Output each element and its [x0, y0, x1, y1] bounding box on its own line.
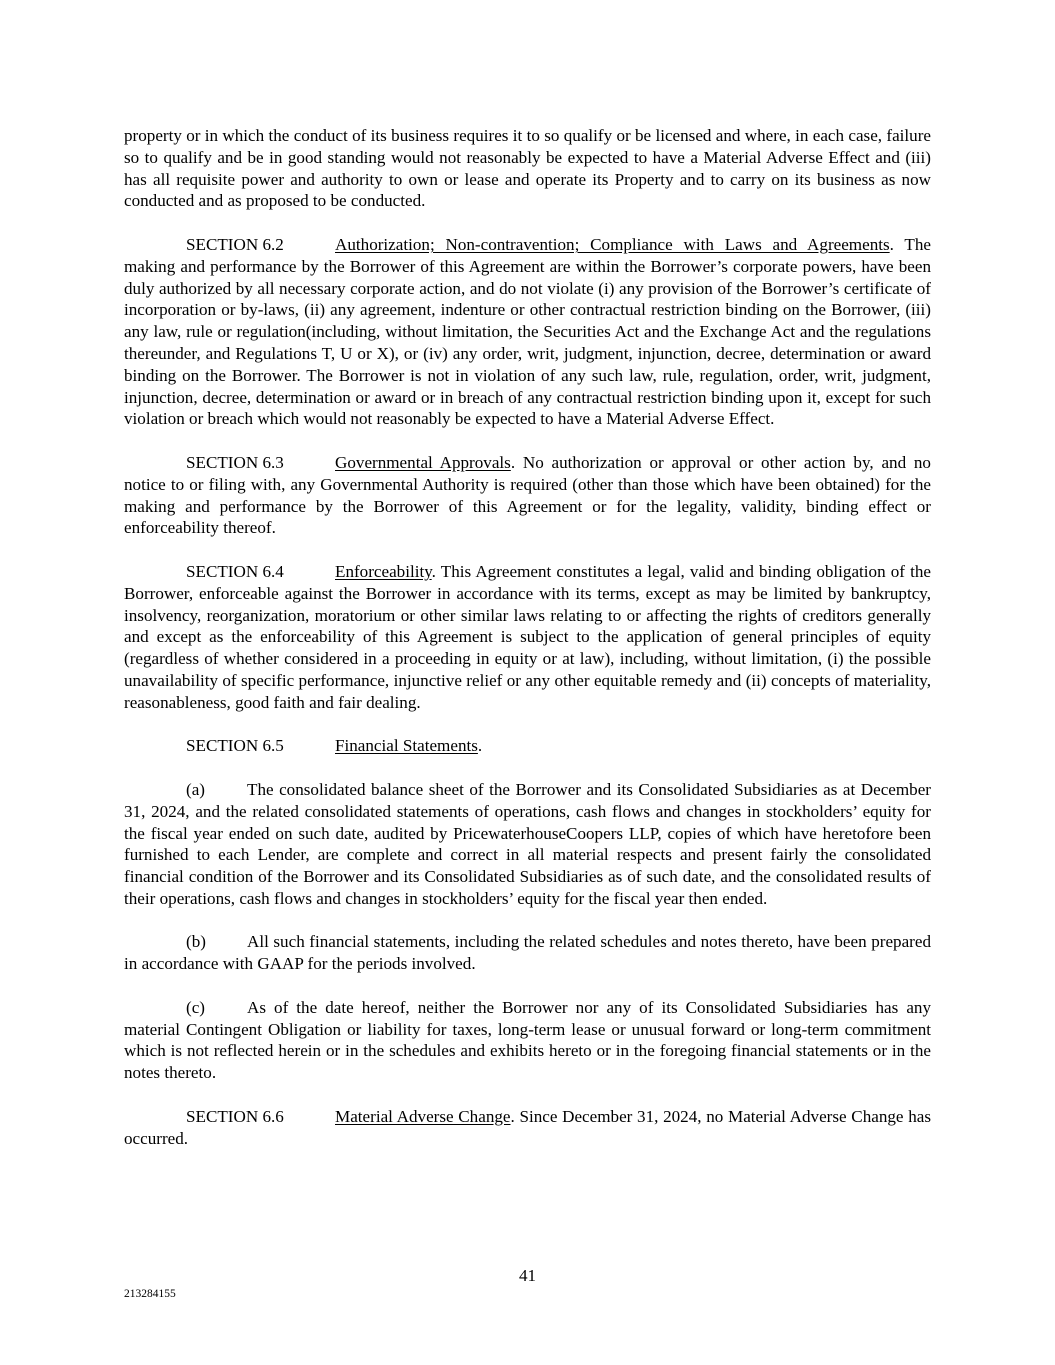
subsection-text: The consolidated balance sheet of the Borrower and its Consolidated Subsidiaries as at December 31, 2024, and the related consolidated statements of operations, cash flows and changes in stockholders’ equity for the fiscal year ended on such date, audited by PricewaterhouseCoopers LLP, copies of which have heretofore been furnished to each Lender, are complete and correct in all material respects and present fairly the consolidated financial condition of the Borrower and its Consolidated Subsidiaries as of such date, and the consolidated results of their operations, cash flows and changes in stockholders’ equity for the fiscal year then ended. — [124, 779, 931, 908]
document-id: 213284155 — [124, 1288, 176, 1300]
section-title: Enforceability — [335, 561, 432, 581]
section-6-5 — [124, 735, 931, 757]
section-body: This Agreement constitutes a legal, valid and binding obligation of the Borrower, enforceable against the Borrower in accordance with its terms, except as may be limited by bankruptcy, insolvency, reorganization, moratorium or other similar laws relating to or affecting the rights of creditors generally and except as the enforceability of this Agreement is subject to the application of general principles of equity (regardless of whether considered in a proceeding in equity or at law), including, without limitation, (i) the possible unavailability of specific performance, injunctive relief or any other equitable remedy and (ii) concepts of materiality, reasonableness, good faith and fair dealing. — [124, 561, 931, 712]
section-title: Governmental Approvals — [335, 452, 511, 472]
section-6-4 — [124, 561, 931, 714]
continuation-paragraph: property or in which the conduct of its business requires it to so qualify or be licensed and where, in each case, failure so to qualify and be in good standing would not reasonably be expected to have a Material Adverse Effect and (iii) has all requisite power and authority to own or lease and operate its Property and to carry on its business as now conducted and as proposed to be conducted. — [124, 126, 931, 211]
subsection-label: (b) — [186, 932, 206, 952]
subsection-text: All such financial statements, including the related schedules and notes thereto, have been prepared in accordance with GAAP for the periods involved. — [124, 932, 931, 974]
subsection-label: (a) — [186, 779, 205, 799]
document-page — [124, 125, 931, 1171]
subsection-c — [124, 997, 931, 1084]
section-number: SECTION 6.4 — [186, 561, 284, 581]
subsection-text: As of the date hereof, neither the Borrower nor any of its Consolidated Subsidiaries has any material Contingent Obligation or liability for taxes, long-term lease or unusual forward or long-term commitment which is not reflected herein or in the schedules and exhibits hereto or in the foregoing financial statements or in the notes thereto. — [124, 997, 931, 1083]
page-number: 41 — [518, 1266, 537, 1285]
subsection-a — [124, 779, 931, 910]
section-title: Authorization; Non-contravention; Compliance with Laws and Agreements — [335, 234, 890, 254]
section-title-punct: . — [431, 561, 436, 581]
section-number: SECTION 6.5 — [186, 736, 284, 756]
section-title-punct: . — [477, 736, 483, 756]
section-number: SECTION 6.6 — [186, 1106, 284, 1126]
section-body: The making and performance by the Borrower of this Agreement are within the Borrower’s corporate powers, have been duly authorized by all necessary corporate action, and do not violate (i) any provision of the Borrower’s certificate of incorporation or by-laws, (ii) any agreement, indenture or other contractual restriction binding on the Borrower, (iii) any law, rule or regulation(including, without limitation, the Securities Act and the Exchange Act and the regulations thereunder, and Regulations T, U or X), or (iv) any order, writ, judgment, injunction, decree, determination or award binding on the Borrower. The Borrower is not in violation of any such law, rule, regulation, order, writ, judgment, injunction, decree, determination or award or in breach of any contractual restriction binding upon it, except for such violation or breach which would not reasonably be expected to have a Material Adverse Effect. — [124, 234, 931, 429]
section-number: SECTION 6.2 — [186, 234, 284, 254]
subsection-b — [124, 931, 931, 975]
section-title-punct: . — [510, 1106, 515, 1126]
section-title-punct: . — [889, 234, 894, 254]
section-body: Since December 31, 2024, no Material Adverse Change has occurred. — [124, 1106, 931, 1148]
section-title-punct: . — [510, 452, 516, 472]
section-title: Financial Statements — [335, 736, 478, 756]
subsection-label: (c) — [186, 997, 205, 1017]
section-6-6 — [124, 1106, 931, 1150]
section-number: SECTION 6.3 — [186, 452, 284, 472]
section-title: Material Adverse Change — [335, 1106, 511, 1126]
section-6-3 — [124, 452, 931, 539]
section-6-2 — [124, 234, 931, 430]
section-body: No authorization or approval or other action by, and no notice to or filing with, any Governmental Authority is required (other than those which have been obtained) for the making and performance by the Borrower of this Agreement or for the legality, validity, binding effect or enforceability thereof. — [124, 452, 931, 538]
